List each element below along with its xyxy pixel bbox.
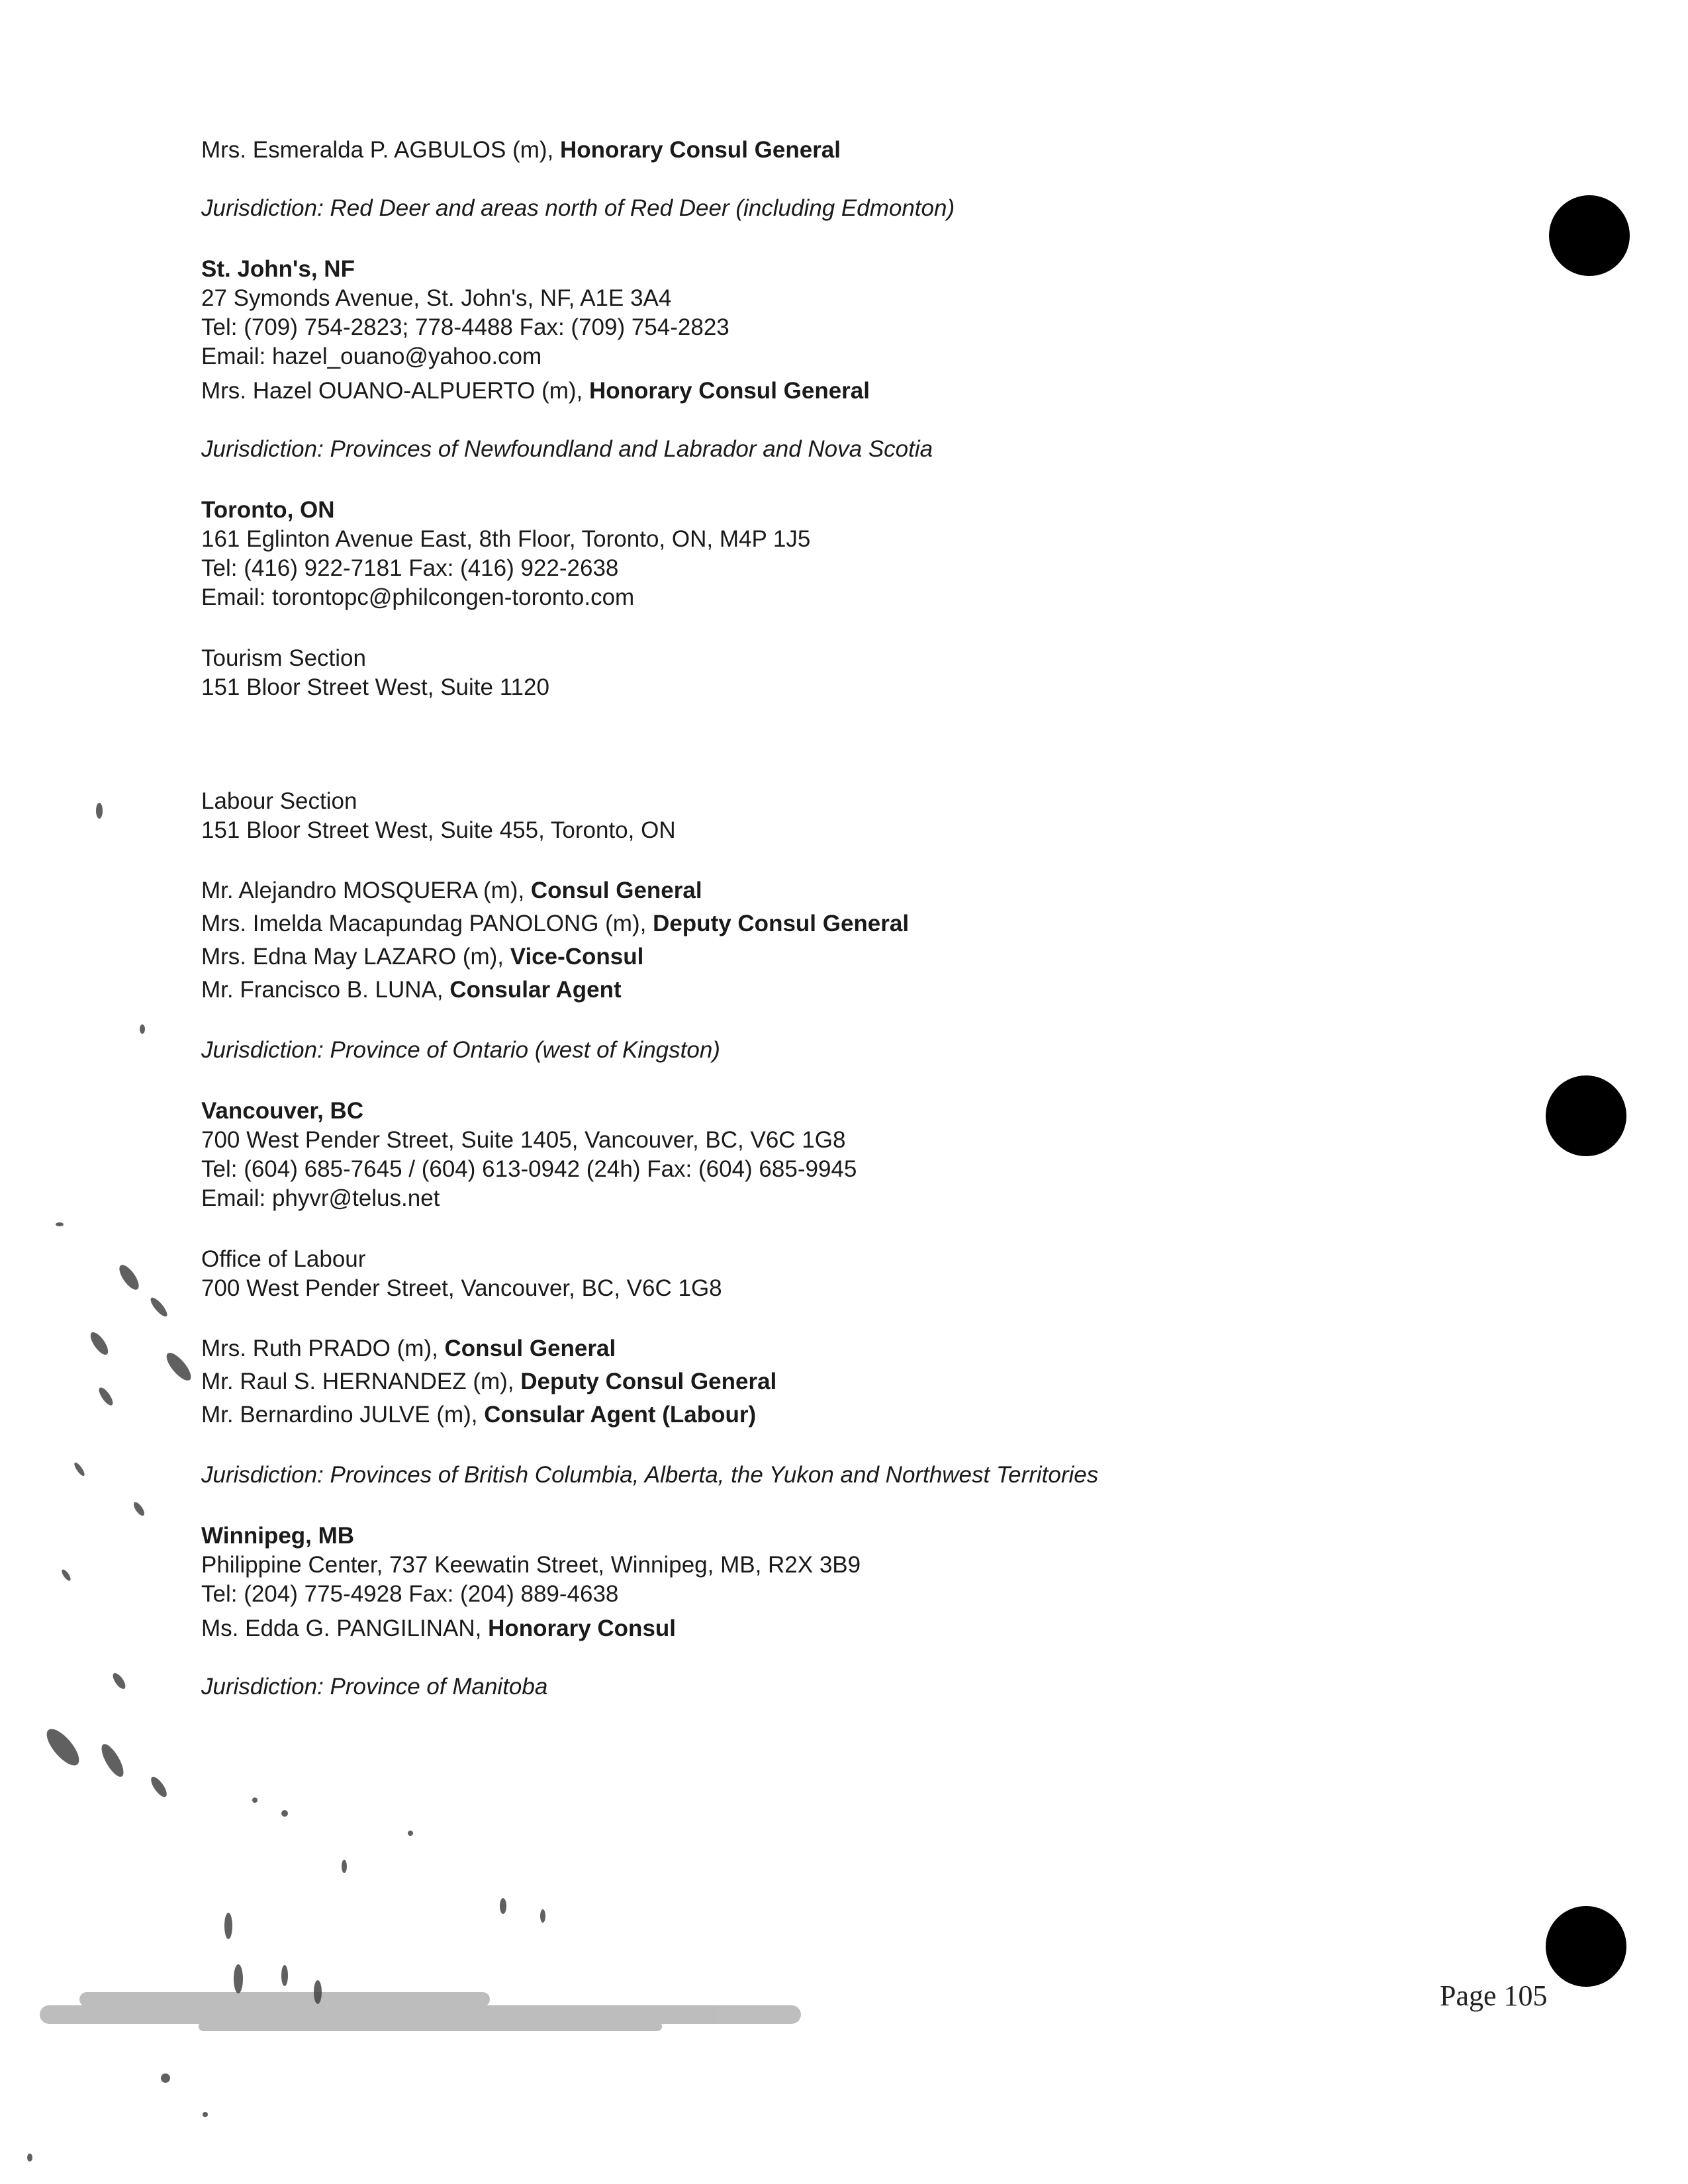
person-role: Deputy Consul General xyxy=(653,911,910,936)
person-role: Consular Agent (Labour) xyxy=(484,1402,757,1428)
person-role: Consul General xyxy=(530,878,702,903)
address-line: 161 Eglinton Avenue East, 8th Floor, Toronto, ON, M4P 1J5 xyxy=(201,526,811,552)
section-address: 151 Bloor Street West, Suite 455, Toronto, ON xyxy=(201,817,676,843)
person-role: Consular Agent xyxy=(449,977,622,1003)
section-title: Office of Labour xyxy=(201,1246,366,1272)
phone-line: Tel: (416) 922-7181 Fax: (416) 922-2638 xyxy=(201,555,619,581)
content-column xyxy=(201,136,1525,1702)
person-name: Mr. Alejandro MOSQUERA (m), xyxy=(201,878,531,903)
person-line xyxy=(201,1332,1525,1365)
person-name: Mrs. Esmeralda P. AGBULOS (m), xyxy=(201,137,560,163)
person-line xyxy=(201,874,1525,907)
page-number: Page 105 xyxy=(1440,1979,1548,2012)
person-line xyxy=(201,1614,1525,1643)
email-line: Email: phyvr@telus.net xyxy=(201,1185,440,1211)
person-name: Mr. Bernardino JULVE (m), xyxy=(201,1402,485,1428)
person-role: Vice-Consul xyxy=(510,944,644,970)
jurisdiction-text: Jurisdiction: Provinces of British Columbia, Alberta, the Yukon and Northwest Territories xyxy=(201,1462,1099,1488)
person-line xyxy=(201,1398,1525,1432)
jurisdiction-text: Jurisdiction: Province of Ontario (west of Kingston) xyxy=(201,1037,720,1063)
office-title: Vancouver, BC xyxy=(201,1098,364,1124)
address-line: Philippine Center, 737 Keewatin Street, Winnipeg, MB, R2X 3B9 xyxy=(201,1552,861,1578)
phone-line: Tel: (709) 754-2823; 778-4488 Fax: (709) 754-2823 xyxy=(201,314,729,340)
punch-hole-bottom xyxy=(1546,1906,1626,1987)
section-title: Labour Section xyxy=(201,788,357,814)
section-title: Tourism Section xyxy=(201,645,366,671)
person-line xyxy=(201,974,1525,1007)
person-name: Mr. Francisco B. LUNA, xyxy=(201,977,450,1003)
address-line: 27 Symonds Avenue, St. John's, NF, A1E 3A4 xyxy=(201,285,672,311)
person-line xyxy=(201,940,1525,974)
person-line xyxy=(201,377,1525,406)
office-title: St. John's, NF xyxy=(201,256,355,282)
person-name: Mrs. Hazel OUANO-ALPUERTO (m), xyxy=(201,378,589,404)
person-name: Mrs. Edna May LAZARO (m), xyxy=(201,944,510,970)
punch-hole-middle xyxy=(1546,1075,1626,1156)
phone-line: Tel: (604) 685-7645 / (604) 613-0942 (24h) Fax: (604) 685-9945 xyxy=(201,1156,857,1182)
office-title: Toronto, ON xyxy=(201,497,335,523)
section-address: 700 West Pender Street, Vancouver, BC, V6C 1G8 xyxy=(201,1275,722,1301)
person-name: Mrs. Imelda Macapundag PANOLONG (m), xyxy=(201,911,653,936)
person-role: Honorary Consul General xyxy=(560,137,841,163)
person-role: Consul General xyxy=(444,1336,616,1361)
punch-hole-top xyxy=(1549,195,1630,276)
person-line xyxy=(201,1365,1525,1398)
person-role: Honorary Consul xyxy=(488,1615,677,1641)
jurisdiction-text: Jurisdiction: Province of Manitoba xyxy=(201,1674,548,1700)
person-name: Mrs. Ruth PRADO (m), xyxy=(201,1336,445,1361)
email-line: Email: torontopc@philcongen-toronto.com xyxy=(201,584,635,610)
email-line: Email: hazel_ouano@yahoo.com xyxy=(201,343,542,369)
person-name: Ms. Edda G. PANGILINAN, xyxy=(201,1615,489,1641)
person-line xyxy=(201,907,1525,940)
person-role: Honorary Consul General xyxy=(589,378,870,404)
address-line: 700 West Pender Street, Suite 1405, Vancouver, BC, V6C 1G8 xyxy=(201,1127,846,1153)
person-line xyxy=(201,136,1525,165)
section-address: 151 Bloor Street West, Suite 1120 xyxy=(201,674,549,700)
person-role: Deputy Consul General xyxy=(520,1369,777,1394)
jurisdiction-text: Jurisdiction: Provinces of Newfoundland and Labrador and Nova Scotia xyxy=(201,436,933,462)
phone-line: Tel: (204) 775-4928 Fax: (204) 889-4638 xyxy=(201,1581,619,1607)
person-name: Mr. Raul S. HERNANDEZ (m), xyxy=(201,1369,521,1394)
jurisdiction-text: Jurisdiction: Red Deer and areas north of Red Deer (including Edmonton) xyxy=(201,195,955,221)
office-title: Winnipeg, MB xyxy=(201,1523,355,1549)
